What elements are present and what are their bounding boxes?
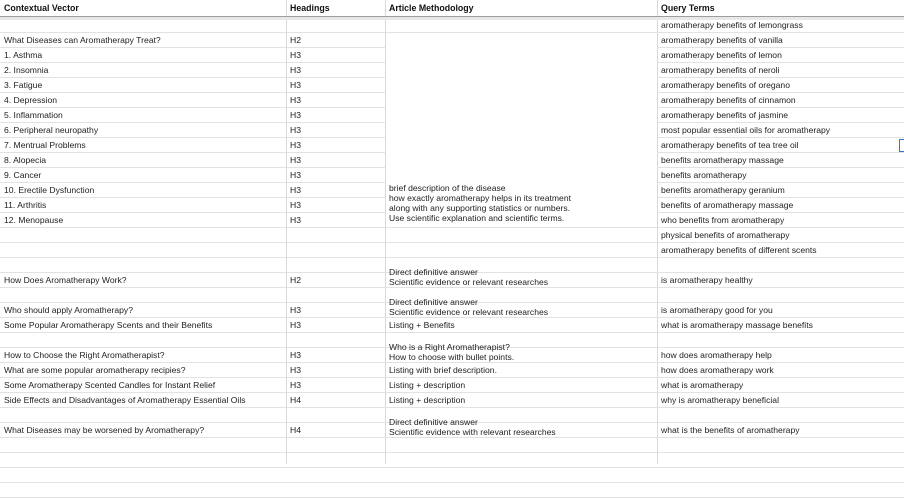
cell-contextual-vector[interactable]: Who should apply Aromatherapy? (4, 305, 133, 315)
cell-article-methodology[interactable] (385, 440, 657, 453)
cell-query-terms[interactable]: benefits aromatherapy massage (661, 155, 784, 165)
cell-contextual-vector[interactable]: 9. Cancer (4, 170, 42, 180)
cell-query-terms[interactable]: aromatherapy benefits of lemongrass (661, 20, 803, 30)
cell-headings[interactable]: H3 (290, 140, 301, 150)
cell-headings[interactable]: H3 (290, 50, 301, 60)
cell-headings[interactable] (286, 335, 385, 348)
cell-contextual-vector[interactable]: 11. Arthritis (4, 200, 47, 210)
cell-headings[interactable]: H3 (290, 380, 301, 390)
cell-headings[interactable] (286, 485, 385, 498)
cell-query-terms[interactable] (657, 440, 904, 453)
merged-cell-article-methodology[interactable]: brief description of the disease how exactly aromatherapy helps in its treatment along with any supporting statistics or numbers. Use scientific explanation and scientific terms. (389, 183, 571, 223)
cell-headings[interactable]: H3 (290, 200, 301, 210)
cell-headings[interactable]: H3 (290, 80, 301, 90)
cell-headings[interactable]: H3 (290, 215, 301, 225)
cell-query-terms[interactable]: is aromatherapy good for you (661, 305, 773, 315)
cell-headings[interactable]: H2 (290, 35, 301, 45)
header-col-headings[interactable]: Headings (290, 3, 330, 13)
cell-query-terms[interactable]: aromatherapy benefits of tea tree oil (661, 140, 799, 150)
cell-contextual-vector[interactable] (0, 20, 286, 33)
cell-article-methodology[interactable]: Listing with brief description. (389, 365, 497, 375)
cell-article-methodology[interactable]: Listing + description (389, 395, 466, 405)
cell-contextual-vector[interactable]: 6. Peripheral neuropathy (4, 125, 99, 135)
cell-article-methodology[interactable]: Direct definitive answer Scientific evidence with relevant researches (389, 417, 556, 437)
cell-headings[interactable]: H3 (290, 170, 301, 180)
cell-query-terms[interactable]: is aromatherapy healthy (661, 275, 753, 285)
cell-contextual-vector[interactable]: What Diseases may be worsened by Aromatherapy? (4, 425, 205, 435)
cell-contextual-vector[interactable] (0, 335, 286, 348)
cell-headings[interactable]: H3 (290, 110, 301, 120)
cell-query-terms[interactable] (657, 260, 904, 273)
cell-query-terms[interactable]: what is aromatherapy (661, 380, 744, 390)
cell-query-terms[interactable] (657, 485, 904, 498)
cell-contextual-vector[interactable]: 12. Menopause (4, 215, 64, 225)
cell-query-terms[interactable]: physical benefits of aromatherapy (661, 230, 790, 240)
cell-article-methodology[interactable]: Listing + description (389, 380, 466, 390)
cell-contextual-vector[interactable]: What Diseases can Aromatherapy Treat? (4, 35, 161, 45)
cell-contextual-vector[interactable]: 8. Alopecia (4, 155, 47, 165)
cell-contextual-vector[interactable]: 3. Fatigue (4, 80, 43, 90)
cell-query-terms[interactable]: aromatherapy benefits of vanilla (661, 35, 783, 45)
cell-contextual-vector[interactable] (0, 485, 286, 498)
cell-selection-cursor (899, 139, 904, 152)
cell-contextual-vector[interactable] (0, 290, 286, 303)
cell-query-terms[interactable]: how does aromatherapy help (661, 350, 772, 360)
cell-query-terms[interactable]: aromatherapy benefits of neroli (661, 65, 780, 75)
cell-headings[interactable]: H3 (290, 320, 301, 330)
cell-contextual-vector[interactable]: Side Effects and Disadvantages of Aromatherapy Essential Oils (4, 395, 246, 405)
cell-article-methodology[interactable]: Who is a Right Aromatherapist? How to choose with bullet points. (389, 342, 515, 362)
cell-contextual-vector[interactable]: 2. Insomnia (4, 65, 49, 75)
cell-query-terms[interactable]: benefits aromatherapy (661, 170, 747, 180)
cell-headings[interactable] (286, 20, 385, 33)
cell-contextual-vector[interactable]: How to Choose the Right Aromatherapist? (4, 350, 165, 360)
cell-query-terms[interactable] (657, 470, 904, 483)
cell-contextual-vector[interactable]: 1. Asthma (4, 50, 43, 60)
cell-contextual-vector[interactable]: How Does Aromatherapy Work? (4, 275, 127, 285)
cell-article-methodology[interactable] (385, 230, 657, 243)
cell-headings[interactable]: H3 (290, 185, 301, 195)
cell-article-methodology[interactable] (385, 470, 657, 483)
cell-query-terms[interactable] (657, 410, 904, 423)
cell-article-methodology[interactable] (385, 245, 657, 258)
cell-contextual-vector[interactable]: Some Aromatherapy Scented Candles for Instant Relief (4, 380, 216, 390)
cell-headings[interactable]: H3 (290, 125, 301, 135)
cell-query-terms[interactable] (657, 455, 904, 468)
header-col-article-methodology[interactable]: Article Methodology (389, 3, 474, 13)
cell-query-terms[interactable]: aromatherapy benefits of different scents (661, 245, 817, 255)
cell-contextual-vector[interactable]: 10. Erectile Dysfunction (4, 185, 95, 195)
cell-query-terms[interactable] (657, 335, 904, 348)
cell-query-terms[interactable]: aromatherapy benefits of lemon (661, 50, 782, 60)
cell-headings[interactable]: H3 (290, 365, 301, 375)
cell-headings[interactable]: H3 (290, 65, 301, 75)
cell-query-terms[interactable]: who benefits from aromatherapy (661, 215, 785, 225)
header-col-query-terms[interactable]: Query Terms (661, 3, 715, 13)
cell-article-methodology[interactable] (385, 485, 657, 498)
cell-contextual-vector[interactable] (0, 230, 286, 243)
cell-headings[interactable]: H3 (290, 305, 301, 315)
cell-headings[interactable] (286, 230, 385, 243)
cell-contextual-vector[interactable] (0, 440, 286, 453)
cell-headings[interactable]: H4 (290, 395, 301, 405)
header-col-contextual-vector[interactable]: Contextual Vector (4, 3, 79, 13)
cell-contextual-vector[interactable] (0, 260, 286, 273)
cell-contextual-vector[interactable] (0, 470, 286, 483)
cell-query-terms[interactable]: benefits of aromatherapy massage (661, 200, 794, 210)
cell-headings[interactable]: H4 (290, 425, 301, 435)
cell-query-terms[interactable]: aromatherapy benefits of jasmine (661, 110, 789, 120)
cell-contextual-vector[interactable]: Some Popular Aromatherapy Scents and their Benefits (4, 320, 213, 330)
cell-contextual-vector[interactable]: What are some popular aromatherapy recipies? (4, 365, 186, 375)
cell-query-terms[interactable] (657, 290, 904, 303)
cell-contextual-vector[interactable] (0, 410, 286, 423)
cell-contextual-vector[interactable]: 4. Depression (4, 95, 58, 105)
cell-article-methodology[interactable] (385, 455, 657, 468)
cell-headings[interactable] (286, 260, 385, 273)
cell-query-terms[interactable]: aromatherapy benefits of cinnamon (661, 95, 796, 105)
cell-headings[interactable] (286, 245, 385, 258)
cell-contextual-vector[interactable] (0, 455, 286, 468)
cell-query-terms[interactable]: aromatherapy benefits of oregano (661, 80, 790, 90)
cell-article-methodology[interactable] (385, 20, 657, 33)
cell-headings[interactable]: H3 (290, 95, 301, 105)
cell-headings[interactable] (286, 410, 385, 423)
cell-headings[interactable]: H2 (290, 275, 301, 285)
cell-headings[interactable]: H3 (290, 155, 301, 165)
cell-query-terms[interactable]: what is the benefits of aromatherapy (661, 425, 800, 435)
cell-query-terms[interactable]: how does aromatherapy work (661, 365, 774, 375)
cell-headings[interactable] (286, 290, 385, 303)
cell-article-methodology[interactable]: Listing + Benefits (389, 320, 455, 330)
cell-article-methodology[interactable]: Direct definitive answer Scientific evidence or relevant researches (389, 267, 549, 287)
cell-query-terms[interactable]: benefits aromatherapy geranium (661, 185, 785, 195)
cell-contextual-vector[interactable]: 7. Mentrual Problems (4, 140, 86, 150)
cell-headings[interactable] (286, 440, 385, 453)
cell-headings[interactable] (286, 470, 385, 483)
cell-article-methodology[interactable]: Direct definitive answer Scientific evidence or relevant researches (389, 297, 549, 317)
cell-headings[interactable]: H3 (290, 350, 301, 360)
cell-query-terms[interactable]: most popular essential oils for aromatherapy (661, 125, 831, 135)
cell-query-terms[interactable]: why is aromatherapy beneficial (661, 395, 779, 405)
cell-contextual-vector[interactable] (0, 245, 286, 258)
cell-query-terms[interactable]: what is aromatherapy massage benefits (661, 320, 813, 330)
cell-contextual-vector[interactable]: 5. Inflammation (4, 110, 63, 120)
cell-headings[interactable] (286, 455, 385, 468)
